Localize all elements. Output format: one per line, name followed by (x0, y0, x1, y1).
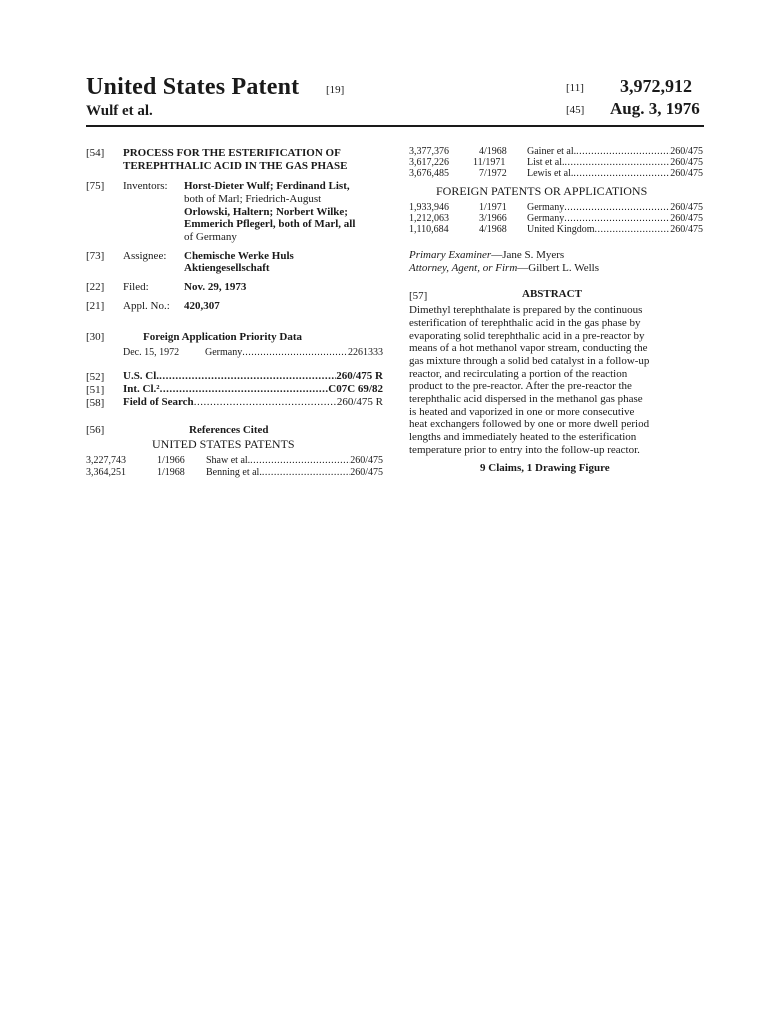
abstract-line: heat exchangers followed by one or more dwell period (409, 418, 650, 430)
abstract-line: means of a hot methanol vapor stream, conducting the (409, 342, 648, 354)
ref-date: 1/1966 (157, 455, 185, 466)
abstract-line: lengths and immediately heated to the esterification (409, 431, 637, 443)
priority-country: Germany (205, 347, 243, 358)
foreign-date: 1/1971 (479, 202, 507, 213)
foreign-row (527, 224, 703, 236)
abstract-heading: ABSTRACT (522, 288, 582, 300)
ref-class: 260/475 (670, 146, 703, 157)
search-field-label: Field of Search (123, 396, 194, 408)
title-line-1: PROCESS FOR THE ESTERIFICATION OF (123, 147, 341, 159)
primary-examiner-name: —Jane S. Myers (491, 249, 565, 261)
claims-summary: 9 Claims, 1 Drawing Figure (480, 462, 610, 474)
assignee-label: Assignee: (123, 250, 167, 262)
foreign-class: 260/475 (670, 213, 703, 224)
foreign-row (527, 213, 703, 225)
ref-name: Gainer et al. (527, 146, 577, 157)
ref-number: 3,227,743 (86, 455, 126, 466)
dot-leader (160, 384, 329, 396)
foreign-number: 1,933,946 (409, 202, 449, 213)
dot-leader (194, 397, 337, 409)
abstract-line: temperature prior to entry into the follow-up reactor. (409, 444, 640, 456)
priority-row (205, 347, 383, 359)
ref-row (206, 455, 383, 467)
dot-leader (159, 371, 336, 383)
dot-leader (576, 146, 670, 158)
abstract-tag: [57] (409, 290, 428, 302)
foreign-country: United Kingdom (527, 224, 595, 235)
us-patents-heading: UNITED STATES PATENTS (152, 437, 295, 451)
foreign-class: 260/475 (670, 224, 703, 235)
assignee-tag: [73] (86, 250, 105, 262)
primary-examiner (409, 249, 564, 262)
document-type: United States Patent (86, 74, 300, 100)
header-rule (86, 125, 704, 127)
foreign-country: Germany (527, 213, 565, 224)
us-class-tag: [52] (86, 371, 105, 383)
int-class-tag: [51] (86, 384, 105, 396)
priority-heading: Foreign Application Priority Data (143, 331, 302, 343)
inventor-line-2: both of Marl; Friedrich-August (184, 193, 322, 205)
abstract-line: reactor, and recirculating a portion of the reaction (409, 368, 628, 380)
priority-tag: [30] (86, 331, 105, 343)
ref-name: Shaw et al. (206, 455, 251, 466)
abstract-line: esterification of terephthalic acid in the gas phase by (409, 317, 641, 329)
search-field-row (123, 397, 383, 409)
priority-date: Dec. 15, 1972 (123, 347, 180, 358)
appl-label: Appl. No.: (123, 300, 170, 312)
inventor-line-4: Emmerich Pflegerl, both of Marl, all (184, 218, 356, 230)
ref-class: 260/475 (670, 168, 703, 179)
filed-date: Nov. 29, 1973 (184, 281, 247, 293)
attorney-label: Attorney, Agent, or Firm (409, 262, 518, 274)
priority-number: 2261333 (348, 347, 383, 358)
ref-row (527, 157, 703, 169)
filed-label: Filed: (123, 281, 149, 293)
abstract-line: is heated and vaporized in one or more consecutive (409, 406, 635, 418)
abstract-line: terephthalic acid dispersed in the methanol gas phase (409, 393, 643, 405)
inventor-line-1: Horst-Dieter Wulf; Ferdinand List, (184, 180, 350, 192)
authors: Wulf et al. (86, 103, 153, 119)
ref-number: 3,617,226 (409, 157, 449, 168)
ref-date: 4/1968 (479, 146, 507, 157)
us-class-label: U.S. Cl. (123, 370, 160, 382)
dot-leader (262, 467, 350, 479)
foreign-date: 3/1966 (479, 213, 507, 224)
filed-tag: [22] (86, 281, 105, 293)
foreign-patents-heading: FOREIGN PATENTS OR APPLICATIONS (436, 184, 648, 198)
abstract-line: product to the pre-reactor. After the pre-reactor the (409, 380, 632, 392)
int-class-value: C07C 69/82 (328, 383, 383, 395)
ref-row (527, 168, 703, 180)
ref-class: 260/475 (350, 455, 383, 466)
appl-tag: [21] (86, 300, 105, 312)
int-class-label: Int. Cl.² (123, 383, 160, 395)
inventors-tag: [75] (86, 180, 105, 192)
title-line-2: TEREPHTHALIC ACID IN THE GAS PHASE (123, 160, 348, 172)
foreign-country: Germany (527, 202, 565, 213)
issue-date: Aug. 3, 1976 (610, 99, 700, 118)
ref-row (527, 146, 703, 158)
ref-row (206, 467, 383, 479)
ref-name: List et al. (527, 157, 565, 168)
dot-leader (573, 168, 670, 180)
foreign-number: 1,212,063 (409, 213, 449, 224)
dot-leader (595, 224, 671, 236)
us-class-row (123, 371, 383, 383)
abstract-line: gas mixture through a solid bed catalyst in a follow-up (409, 355, 650, 367)
inventor-line-3: Orlowski, Haltern; Norbert Wilke; (184, 206, 348, 218)
ref-name: Lewis et al. (527, 168, 574, 179)
patent-number-tag: [11] (566, 82, 584, 94)
us-class-value: 260/475 R (336, 370, 383, 382)
abstract-line: evaporating solid terephthalic acid in a pre-reactor by (409, 330, 645, 342)
ref-number: 3,364,251 (86, 467, 126, 478)
assignee-line-2: Aktiengesellschaft (184, 262, 270, 274)
document-code: [19] (326, 84, 345, 96)
date-tag: [45] (566, 104, 585, 116)
attorney (409, 262, 599, 275)
ref-name: Benning et al. (206, 467, 262, 478)
search-field-tag: [58] (86, 397, 105, 409)
foreign-class: 260/475 (670, 202, 703, 213)
dot-leader (564, 213, 670, 225)
ref-date: 7/1972 (479, 168, 507, 179)
foreign-row (527, 202, 703, 214)
search-field-value: 260/475 R (336, 396, 383, 408)
inventors-label: Inventors: (123, 180, 168, 192)
dot-leader (250, 455, 350, 467)
patent-number: 3,972,912 (620, 76, 692, 96)
assignee-line-1: Chemische Werke Huls (184, 250, 294, 262)
ref-number: 3,377,376 (409, 146, 449, 157)
ref-class: 260/475 (350, 467, 383, 478)
references-heading: References Cited (189, 424, 269, 436)
abstract-line: Dimethyl terephthalate is prepared by the continuous (409, 304, 643, 316)
primary-examiner-label: Primary Examiner (409, 249, 492, 261)
dot-leader (242, 347, 348, 359)
ref-date: 11/1971 (473, 157, 506, 168)
ref-number: 3,676,485 (409, 168, 449, 179)
title-tag: [54] (86, 147, 105, 159)
foreign-number: 1,110,684 (409, 224, 449, 235)
appl-number: 420,307 (184, 300, 220, 312)
foreign-date: 4/1968 (479, 224, 507, 235)
ref-date: 1/1968 (157, 467, 185, 478)
dot-leader (564, 202, 670, 214)
dot-leader (565, 157, 671, 169)
int-class-row (123, 384, 383, 396)
references-tag: [56] (86, 424, 105, 436)
attorney-name: —Gilbert L. Wells (517, 262, 599, 274)
ref-class: 260/475 (670, 157, 703, 168)
inventor-line-5: of Germany (184, 231, 237, 243)
